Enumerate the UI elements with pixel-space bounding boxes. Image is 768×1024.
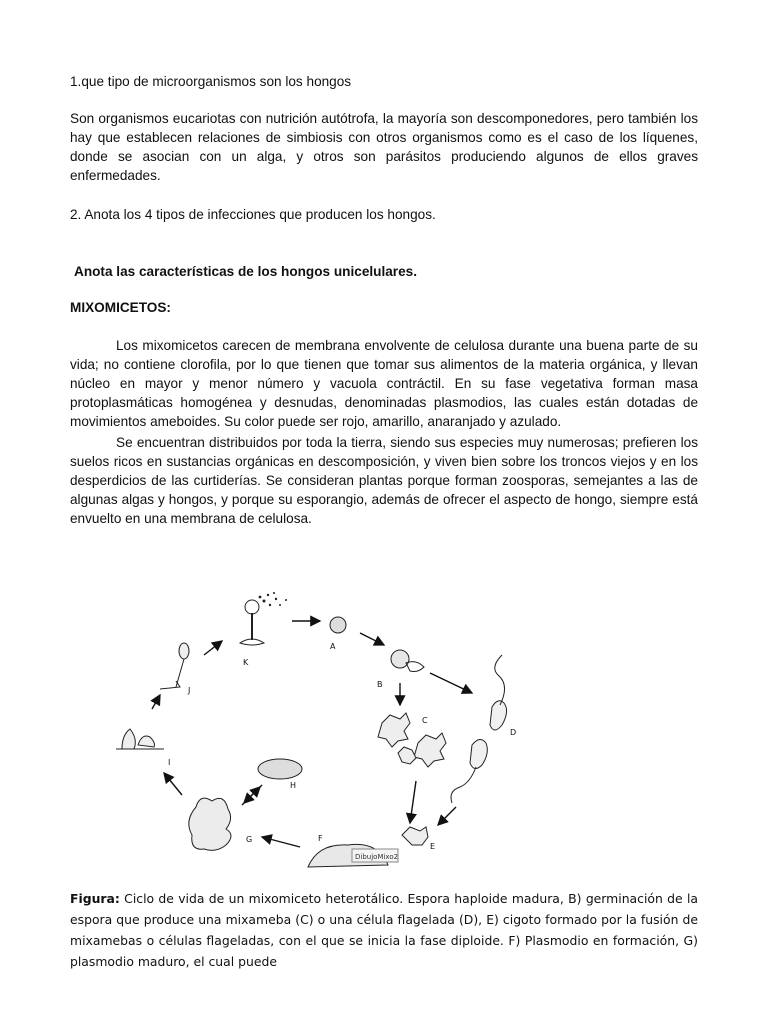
label-a: A <box>330 642 336 651</box>
question-2: 2. Anota los 4 tipos de infecciones que producen los hongos. <box>70 207 436 222</box>
stage-e-zygote <box>402 827 428 845</box>
paragraph-1: Los mixomicetos carecen de membrana envolvente de celulosa durante una buena parte de su vida; no contiene clorofila, por lo que tienen que tomar sus alimentos de la materia orgánica, y llevan núcleo en mayor y menor número y vacuola contráctil. En su fase vegetativa forman masa protoplasmáticas homogénea y desnudas, denominadas plasmodios, las cuales están dotadas de movimientos ameboides. Su color puede ser rojo, amarillo, anaranjado y azulado. <box>70 338 698 429</box>
answer-1: Son organismos eucariotas con nutrición autótrofa, la mayoría son descomponedores, pero también los hay que establecen relaciones de simbiosis con otros organismos como es el caso de los líquenes, donde se asocian con un alga, y otros son parásitos produciendo algunos de ellos graves enfermedades. <box>70 111 698 183</box>
label-c: C <box>422 716 428 725</box>
mixomicetos-subheading: MIXOMICETOS: <box>70 300 171 315</box>
stage-k-sporangium <box>240 592 287 645</box>
drawing-stamp-text: DibujoMixo2 <box>355 853 399 861</box>
caption-lead: Figura: <box>70 891 120 906</box>
question-1: 1.que tipo de microorganismos son los hongos <box>70 74 352 89</box>
stage-b-germination <box>391 650 424 672</box>
stage-i-early-sporangia <box>116 729 164 749</box>
stage-a-spore <box>330 617 346 633</box>
paragraph-2: Se encuentran distribuidos por toda la tierra, siendo sus especies muy numerosas; prefieren los suelos ricos en sustancias orgánicas en descomposición, y viven bien sobre los troncos viejos y en los desperdicios de las curtiderías. Se consideran plantas porque forman zoosporas, semejantes a las de algunas algas y hongos, y porque su esporangio, además de ofrecer el aspecto de hongo, siempre está envuelto en una membrana de celulosa. <box>70 435 698 526</box>
stage-d-flagellated-cells <box>451 655 507 803</box>
label-e: E <box>430 842 436 851</box>
stage-c-myxamoebae <box>378 713 446 767</box>
stage-j-stalked-sporangium <box>160 643 189 689</box>
label-f: F <box>318 834 323 843</box>
stage-g-mature-plasmodium <box>189 798 231 850</box>
label-b: B <box>377 680 383 689</box>
label-j: J <box>188 686 191 695</box>
label-i: I <box>168 758 171 767</box>
label-d: D <box>510 728 517 737</box>
section-heading: Anota las características de los hongos unicelulares. <box>74 264 417 279</box>
stage-h-spore-cluster <box>258 759 302 779</box>
label-h: H <box>290 781 297 790</box>
label-k: K <box>243 658 249 667</box>
caption-text: Ciclo de vida de un mixomiceto heterotálico. Espora haploide madura, B) germinación de la espora que produce una mixameba (C) o una célula flagelada (D), E) cigoto formado por la fusión de mixamebas o células flageladas, con el que se inicia la fase diploide. F) Plasmodio en formación, G) plasmodio maduro, el cual puede <box>70 891 698 969</box>
label-g: G <box>246 835 253 844</box>
life-cycle-diagram <box>100 585 680 875</box>
figure-caption <box>70 888 698 972</box>
